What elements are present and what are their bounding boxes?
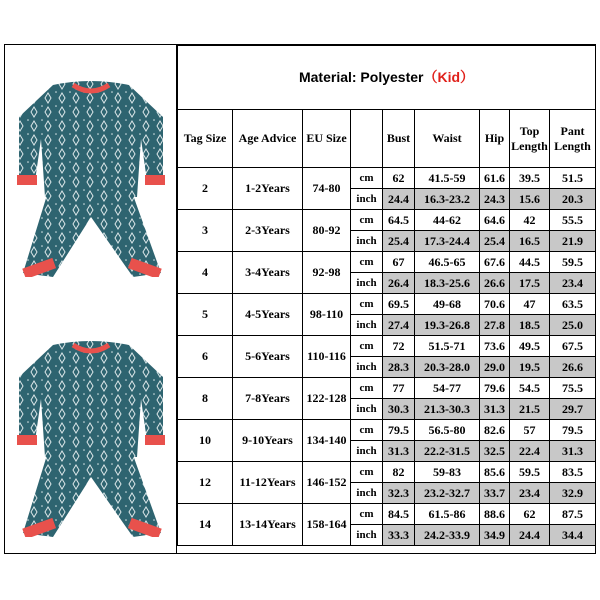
top-length-cm-cell: 39.5 xyxy=(510,168,550,189)
top-length-cm-cell: 57 xyxy=(510,420,550,441)
tag-size-cell: 14 xyxy=(178,504,233,546)
hip-cm-cell: 82.6 xyxy=(480,420,510,441)
pant-length-cm-cell: 63.5 xyxy=(550,294,596,315)
unit-inch-cell: inch xyxy=(351,189,383,210)
hip-inch-cell: 25.4 xyxy=(480,231,510,252)
tag-size-cell: 3 xyxy=(178,210,233,252)
bust-cm-cell: 77 xyxy=(383,378,415,399)
waist-cm-cell: 56.5-80 xyxy=(415,420,480,441)
table-row xyxy=(178,504,596,525)
waist-cm-cell: 61.5-86 xyxy=(415,504,480,525)
table-row xyxy=(178,420,596,441)
age-advice-cell: 9-10Years xyxy=(233,420,303,462)
waist-inch-cell: 24.2-33.9 xyxy=(415,525,480,546)
tag-size-cell: 8 xyxy=(178,378,233,420)
bust-inch-cell: 33.3 xyxy=(383,525,415,546)
hip-cm-cell: 79.6 xyxy=(480,378,510,399)
bust-cm-cell: 62 xyxy=(383,168,415,189)
header-eu-size: EU Size xyxy=(303,110,351,168)
pant-length-cm-cell: 55.5 xyxy=(550,210,596,231)
bust-cm-cell: 82 xyxy=(383,462,415,483)
hip-inch-cell: 27.8 xyxy=(480,315,510,336)
tag-size-cell: 4 xyxy=(178,252,233,294)
waist-cm-cell: 51.5-71 xyxy=(415,336,480,357)
unit-inch-cell: inch xyxy=(351,273,383,294)
eu-size-cell: 92-98 xyxy=(303,252,351,294)
table-row xyxy=(178,336,596,357)
pant-length-inch-cell: 21.9 xyxy=(550,231,596,252)
waist-inch-cell: 21.3-30.3 xyxy=(415,399,480,420)
unit-cm-cell: cm xyxy=(351,420,383,441)
hip-inch-cell: 31.3 xyxy=(480,399,510,420)
top-length-inch-cell: 16.5 xyxy=(510,231,550,252)
pant-length-inch-cell: 20.3 xyxy=(550,189,596,210)
unit-cm-cell: cm xyxy=(351,378,383,399)
top-length-cm-cell: 59.5 xyxy=(510,462,550,483)
header-waist: Waist xyxy=(415,110,480,168)
hip-inch-cell: 34.9 xyxy=(480,525,510,546)
bust-inch-cell: 30.3 xyxy=(383,399,415,420)
tag-size-cell: 10 xyxy=(178,420,233,462)
bust-inch-cell: 32.3 xyxy=(383,483,415,504)
table-row xyxy=(178,462,596,483)
pant-length-cm-cell: 87.5 xyxy=(550,504,596,525)
header-row xyxy=(178,110,596,168)
pant-length-inch-cell: 32.9 xyxy=(550,483,596,504)
table-row xyxy=(178,210,596,231)
eu-size-cell: 158-164 xyxy=(303,504,351,546)
age-advice-cell: 4-5Years xyxy=(233,294,303,336)
pant-length-cm-cell: 83.5 xyxy=(550,462,596,483)
header-tag-size: Tag Size xyxy=(178,110,233,168)
top-length-inch-cell: 17.5 xyxy=(510,273,550,294)
top-length-inch-cell: 21.5 xyxy=(510,399,550,420)
bust-inch-cell: 24.4 xyxy=(383,189,415,210)
top-length-inch-cell: 22.4 xyxy=(510,441,550,462)
title-main: Material: Polyester xyxy=(298,69,424,85)
size-chart-frame xyxy=(4,44,596,554)
bust-cm-cell: 84.5 xyxy=(383,504,415,525)
age-advice-cell: 5-6Years xyxy=(233,336,303,378)
hip-cm-cell: 73.6 xyxy=(480,336,510,357)
bust-cm-cell: 72 xyxy=(383,336,415,357)
unit-inch-cell: inch xyxy=(351,525,383,546)
size-table xyxy=(177,45,596,546)
tag-size-cell: 12 xyxy=(178,462,233,504)
waist-cm-cell: 46.5-65 xyxy=(415,252,480,273)
hip-cm-cell: 67.6 xyxy=(480,252,510,273)
hip-inch-cell: 29.0 xyxy=(480,357,510,378)
unit-cm-cell: cm xyxy=(351,336,383,357)
tag-size-cell: 2 xyxy=(178,168,233,210)
unit-inch-cell: inch xyxy=(351,357,383,378)
pant-length-cm-cell: 67.5 xyxy=(550,336,596,357)
waist-inch-cell: 18.3-25.6 xyxy=(415,273,480,294)
top-length-cm-cell: 42 xyxy=(510,210,550,231)
eu-size-cell: 110-116 xyxy=(303,336,351,378)
table-row xyxy=(178,252,596,273)
pant-length-cm-cell: 75.5 xyxy=(550,378,596,399)
table-row xyxy=(178,168,596,189)
waist-cm-cell: 44-62 xyxy=(415,210,480,231)
pajama-set-image-1 xyxy=(13,77,169,277)
eu-size-cell: 80-92 xyxy=(303,210,351,252)
title-row xyxy=(178,46,596,110)
age-advice-cell: 3-4Years xyxy=(233,252,303,294)
waist-inch-cell: 22.2-31.5 xyxy=(415,441,480,462)
top-length-cm-cell: 62 xyxy=(510,504,550,525)
pant-length-inch-cell: 25.0 xyxy=(550,315,596,336)
title-kid: （Kid） xyxy=(423,69,475,85)
age-advice-cell: 1-2Years xyxy=(233,168,303,210)
unit-cm-cell: cm xyxy=(351,504,383,525)
pant-length-inch-cell: 23.4 xyxy=(550,273,596,294)
top-length-inch-cell: 24.4 xyxy=(510,525,550,546)
header-unit xyxy=(351,110,383,168)
age-advice-cell: 13-14Years xyxy=(233,504,303,546)
waist-inch-cell: 16.3-23.2 xyxy=(415,189,480,210)
pant-length-inch-cell: 34.4 xyxy=(550,525,596,546)
unit-inch-cell: inch xyxy=(351,315,383,336)
top-length-cm-cell: 54.5 xyxy=(510,378,550,399)
bust-cm-cell: 69.5 xyxy=(383,294,415,315)
waist-cm-cell: 41.5-59 xyxy=(415,168,480,189)
hip-inch-cell: 33.7 xyxy=(480,483,510,504)
eu-size-cell: 146-152 xyxy=(303,462,351,504)
header-age-advice: Age Advice xyxy=(233,110,303,168)
waist-cm-cell: 59-83 xyxy=(415,462,480,483)
size-table-area xyxy=(177,45,595,553)
bust-cm-cell: 79.5 xyxy=(383,420,415,441)
top-length-inch-cell: 19.5 xyxy=(510,357,550,378)
table-row xyxy=(178,294,596,315)
table-row xyxy=(178,378,596,399)
unit-inch-cell: inch xyxy=(351,231,383,252)
pant-length-inch-cell: 26.6 xyxy=(550,357,596,378)
header-bust: Bust xyxy=(383,110,415,168)
tag-size-cell: 5 xyxy=(178,294,233,336)
waist-inch-cell: 20.3-28.0 xyxy=(415,357,480,378)
header-top-length: Top Length xyxy=(510,110,550,168)
bust-inch-cell: 26.4 xyxy=(383,273,415,294)
waist-cm-cell: 54-77 xyxy=(415,378,480,399)
unit-cm-cell: cm xyxy=(351,462,383,483)
unit-cm-cell: cm xyxy=(351,252,383,273)
bust-cm-cell: 67 xyxy=(383,252,415,273)
unit-cm-cell: cm xyxy=(351,168,383,189)
eu-size-cell: 122-128 xyxy=(303,378,351,420)
header-hip: Hip xyxy=(480,110,510,168)
top-length-inch-cell: 18.5 xyxy=(510,315,550,336)
age-advice-cell: 2-3Years xyxy=(233,210,303,252)
pant-length-cm-cell: 51.5 xyxy=(550,168,596,189)
hip-inch-cell: 26.6 xyxy=(480,273,510,294)
header-pant-length: Pant Length xyxy=(550,110,596,168)
unit-inch-cell: inch xyxy=(351,399,383,420)
pajama-set-image-2 xyxy=(13,337,169,537)
unit-cm-cell: cm xyxy=(351,294,383,315)
hip-cm-cell: 70.6 xyxy=(480,294,510,315)
eu-size-cell: 74-80 xyxy=(303,168,351,210)
top-length-cm-cell: 49.5 xyxy=(510,336,550,357)
bust-inch-cell: 31.3 xyxy=(383,441,415,462)
pant-length-inch-cell: 29.7 xyxy=(550,399,596,420)
hip-cm-cell: 88.6 xyxy=(480,504,510,525)
age-advice-cell: 11-12Years xyxy=(233,462,303,504)
top-length-cm-cell: 47 xyxy=(510,294,550,315)
table-title xyxy=(178,46,596,110)
age-advice-cell: 7-8Years xyxy=(233,378,303,420)
bust-cm-cell: 64.5 xyxy=(383,210,415,231)
pant-length-inch-cell: 31.3 xyxy=(550,441,596,462)
hip-cm-cell: 85.6 xyxy=(480,462,510,483)
tag-size-cell: 6 xyxy=(178,336,233,378)
eu-size-cell: 98-110 xyxy=(303,294,351,336)
waist-inch-cell: 17.3-24.4 xyxy=(415,231,480,252)
eu-size-cell: 134-140 xyxy=(303,420,351,462)
pant-length-cm-cell: 59.5 xyxy=(550,252,596,273)
top-length-inch-cell: 15.6 xyxy=(510,189,550,210)
bust-inch-cell: 25.4 xyxy=(383,231,415,252)
unit-inch-cell: inch xyxy=(351,441,383,462)
waist-inch-cell: 23.2-32.7 xyxy=(415,483,480,504)
unit-inch-cell: inch xyxy=(351,483,383,504)
waist-cm-cell: 49-68 xyxy=(415,294,480,315)
product-image-panel xyxy=(5,45,177,553)
hip-inch-cell: 32.5 xyxy=(480,441,510,462)
waist-inch-cell: 19.3-26.8 xyxy=(415,315,480,336)
bust-inch-cell: 27.4 xyxy=(383,315,415,336)
unit-cm-cell: cm xyxy=(351,210,383,231)
top-length-cm-cell: 44.5 xyxy=(510,252,550,273)
hip-cm-cell: 61.6 xyxy=(480,168,510,189)
top-length-inch-cell: 23.4 xyxy=(510,483,550,504)
hip-cm-cell: 64.6 xyxy=(480,210,510,231)
hip-inch-cell: 24.3 xyxy=(480,189,510,210)
bust-inch-cell: 28.3 xyxy=(383,357,415,378)
pant-length-cm-cell: 79.5 xyxy=(550,420,596,441)
